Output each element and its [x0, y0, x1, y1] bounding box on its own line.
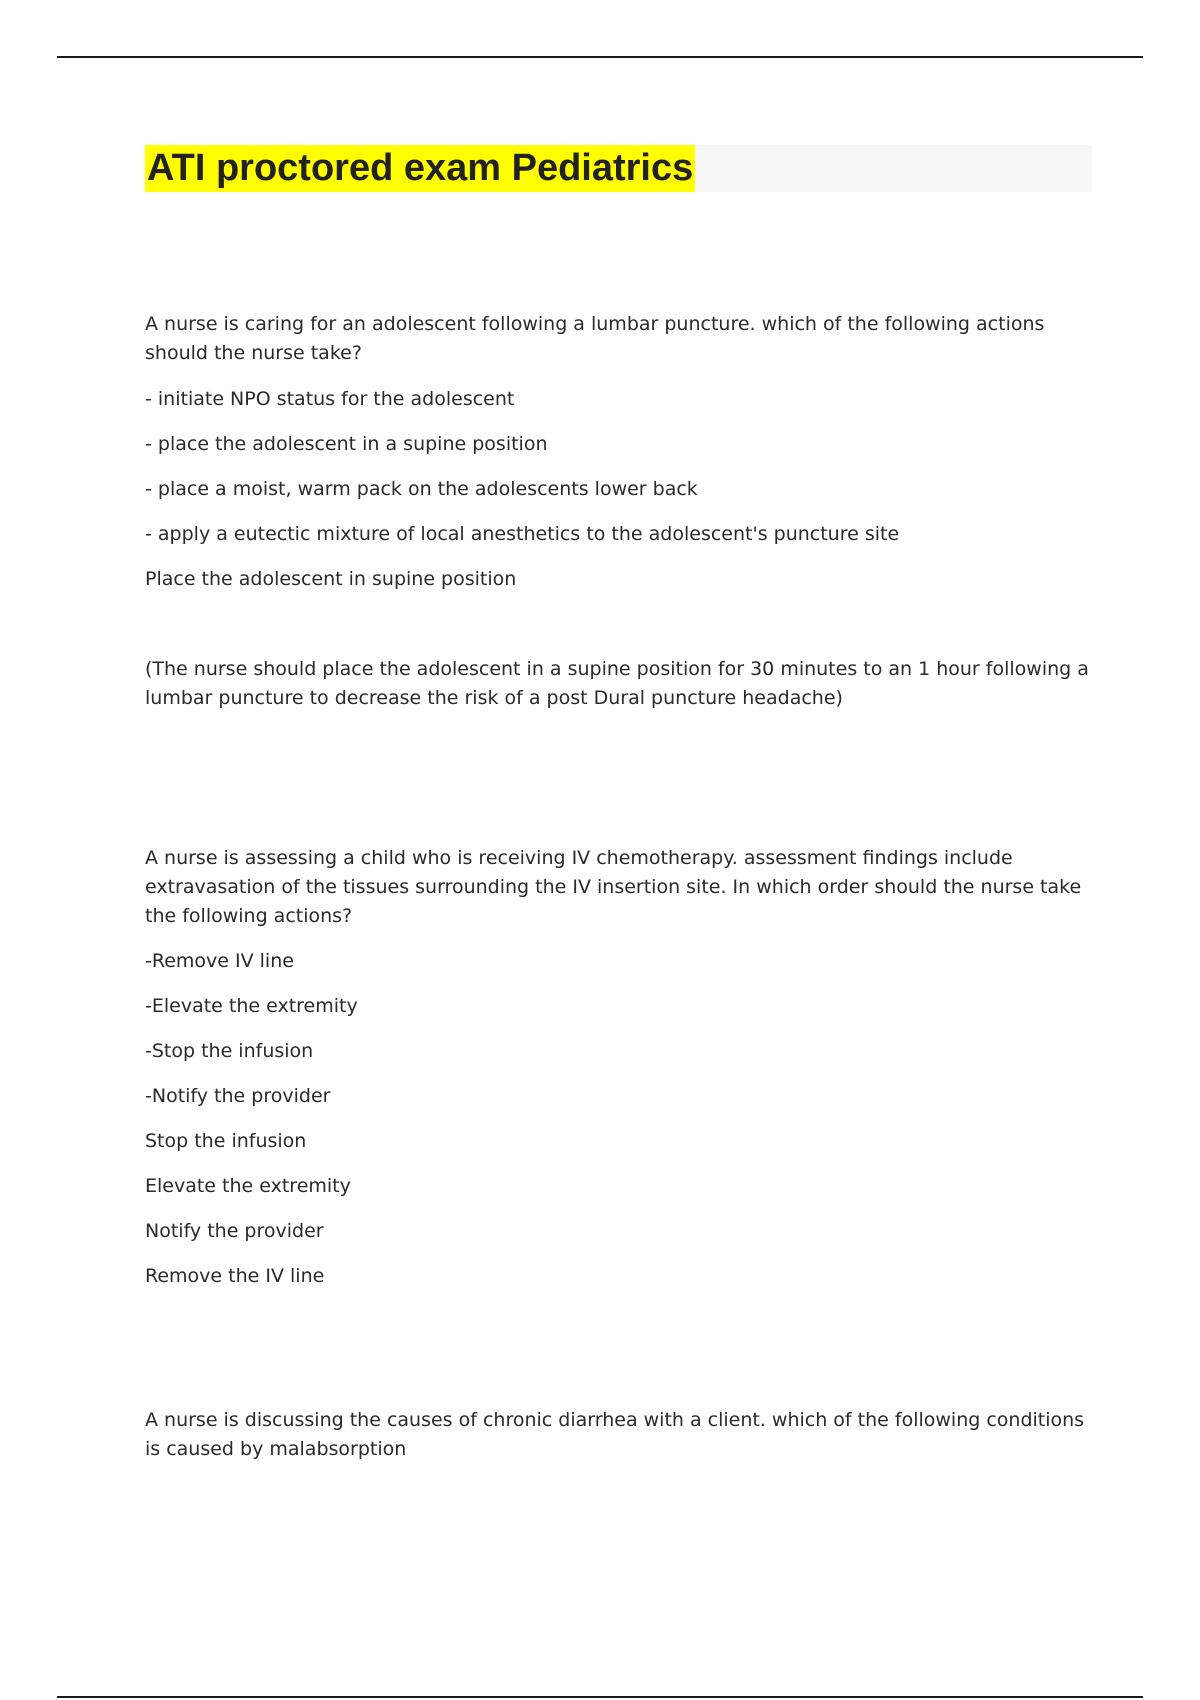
question-2-option-4: -Notify the provider [145, 1085, 331, 1107]
question-1-option-3: - place a moist, warm pack on the adolescents lower back [145, 478, 698, 500]
question-2-text: A nurse is assessing a child who is receiving IV chemotherapy. assessment findings include extravasation of the tissues surrounding the IV insertion site. In which order should the nurse take the following actions? [145, 847, 1082, 927]
question-2-answer-step-4: Remove the IV line [145, 1265, 325, 1287]
question-1-rationale: (The nurse should place the adolescent in a supine position for 30 minutes to an 1 hour following a lumbar puncture to decrease the risk of a post Dural puncture headache) [145, 658, 1089, 709]
question-1-answer: Place the adolescent in supine position [145, 568, 517, 590]
question-2-option-3: -Stop the infusion [145, 1040, 314, 1062]
question-2-option-1: -Remove IV line [145, 950, 294, 972]
question-2-answer-step-3: Notify the provider [145, 1220, 324, 1242]
bottom-rule [57, 1696, 1143, 1698]
question-1-text: A nurse is caring for an adolescent following a lumbar puncture. which of the following actions should the nurse take? [145, 313, 1045, 364]
top-rule [57, 56, 1143, 58]
question-2-answer-step-1: Stop the infusion [145, 1130, 307, 1152]
question-2-answer-step-2: Elevate the extremity [145, 1175, 351, 1197]
document-title: ATI proctored exam Pediatrics [145, 145, 695, 192]
question-1-option-4: - apply a eutectic mixture of local anesthetics to the adolescent's puncture site [145, 523, 900, 545]
question-3-text: A nurse is discussing the causes of chronic diarrhea with a client. which of the following conditions is caused by malabsorption [145, 1409, 1085, 1460]
question-2-option-2: -Elevate the extremity [145, 995, 358, 1017]
question-1-option-2: - place the adolescent in a supine position [145, 433, 548, 455]
document-body [145, 310, 1095, 1464]
question-1-option-1: - initiate NPO status for the adolescent [145, 388, 515, 410]
